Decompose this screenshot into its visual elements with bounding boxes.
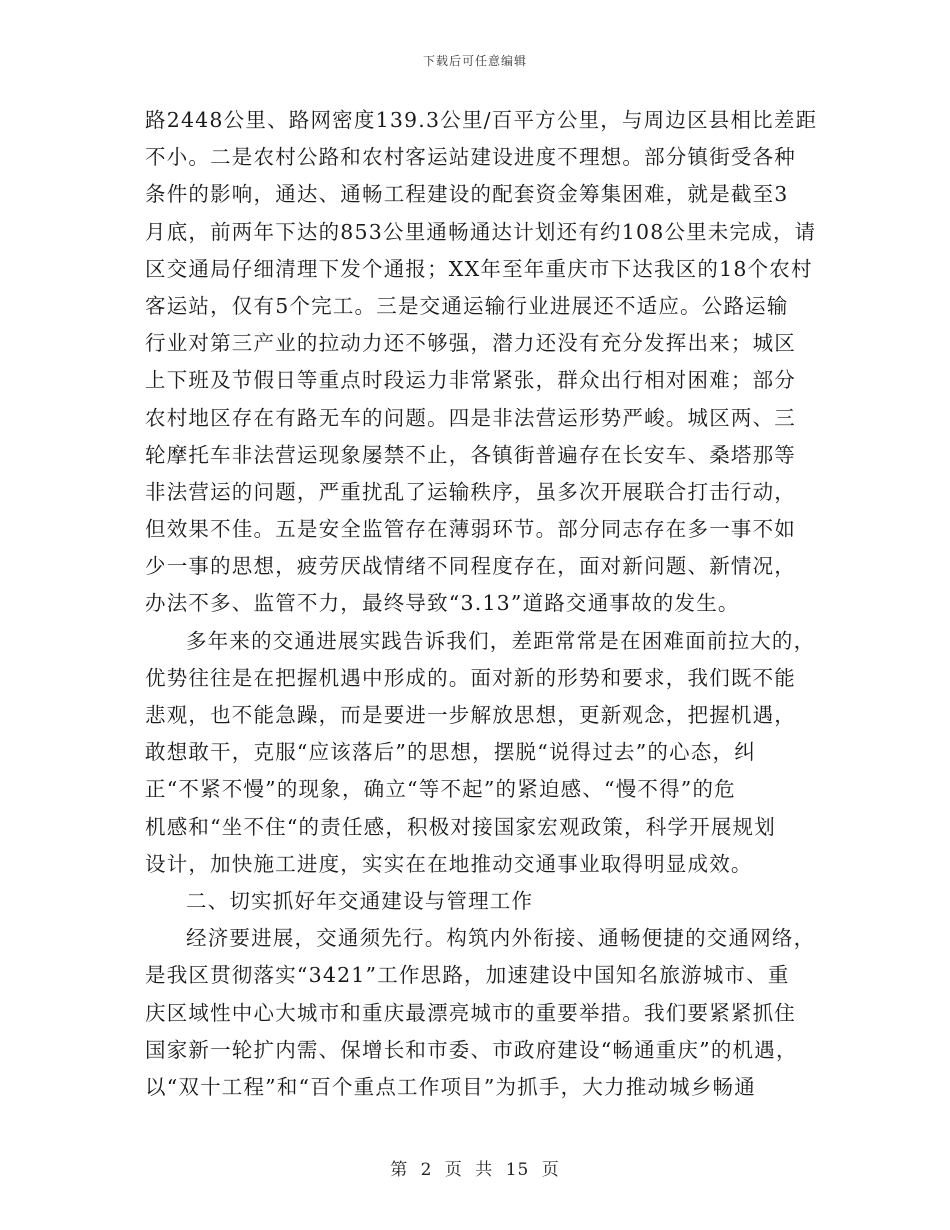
text-line: 以“双十工程”和“百个重点工作项目”为抓手，大力推动城乡畅通 xyxy=(145,1074,756,1099)
text-line: 月底，前两年下达的853公里通畅通达计划还有约108公里未完成，请 xyxy=(145,219,817,244)
text-line: 办法不多、监管不力，最终导致“3.13”道路交通事故的发生。 xyxy=(145,591,740,616)
text-line: 路2448公里、路网密度139.3公里/百平方公里，与周边区县相比差距 xyxy=(145,108,818,132)
text-line: 经济要进展，交通须先行。构筑内外衔接、通畅便捷的交通网络， xyxy=(186,926,816,951)
text-line: 设计，加快施工进度，实实在在地推动交通事业取得明显成效。 xyxy=(145,851,753,876)
text-line: 悲观，也不能急躁，而是要进一步解放思想，更新观念，把握机遇， xyxy=(145,703,796,727)
text-line: 非法营运的问题，严重扰乱了运输秩序，虽多次开展联合打击行动， xyxy=(145,479,796,504)
text-line: 是我区贯彻落实“3421”工作思路，加速建设中国知名旅游城市、重 xyxy=(145,963,790,988)
text-line: 农村地区存在有路无车的问题。四是非法营运形势严峻。城区两、三 xyxy=(145,405,796,430)
text-line: 国家新一轮扩内需、保增长和市委、市政府建设“畅通重庆”的机遇， xyxy=(145,1037,798,1062)
text-line: 庆区域性中心大城市和重庆最漂亮城市的重要举措。我们要紧紧抓住 xyxy=(145,1000,796,1025)
text-line: 机感和“坐不住“的责任感，积极对接国家宏观政策，科学开展规划 xyxy=(145,814,776,839)
page-header: 下载后可任意编辑 xyxy=(422,54,527,68)
text-line: 行业对第三产业的拉动力还不够强，潜力还没有充分发挥出来；城区 xyxy=(145,331,796,356)
text-line: 客运站，仅有5个完工。三是交通运输行业进展还不适应。公路运输 xyxy=(145,293,789,318)
page-number-footer: 第 2 页 共 15 页 xyxy=(390,1160,560,1180)
text-line: 多年来的交通进展实践告诉我们，差距常常是在困难面前拉大的， xyxy=(186,628,816,653)
text-line: 正“不紧不慢”的现象，确立“等不起”的紧迫感、“慢不得”的危 xyxy=(145,777,736,802)
text-line: 区交通局仔细清理下发个通报；XX年至年重庆市下达我区的18个农村 xyxy=(145,256,813,281)
document-body xyxy=(145,102,818,1106)
text-line: 不小。二是农村公路和农村客运站建设进度不理想。部分镇街受各种 xyxy=(145,145,796,170)
text-line: 轮摩托车非法营运现象屡禁不止，各镇街普遍存在长安车、桑塔那等 xyxy=(145,442,796,467)
text-line: 优势往往是在把握机遇中形成的。面对新的形势和要求，我们既不能 xyxy=(145,665,796,690)
text-line: 条件的影响，通达、通畅工程建设的配套资金筹集困难，就是截至3 xyxy=(145,182,789,207)
text-line: 二、切实抓好年交通建设与管理工作 xyxy=(186,888,534,913)
text-line: 敢想敢干，克服“应该落后”的思想，摆脱“说得过去”的心态，纠 xyxy=(145,740,756,765)
text-line: 上下班及节假日等重点时段运力非常紧张，群众出行相对困难；部分 xyxy=(145,368,796,393)
text-line: 少一事的思想，疲劳厌战情绪不同程度存在，面对新问题、新情况， xyxy=(145,554,796,579)
text-line: 但效果不佳。五是安全监管存在薄弱环节。部分同志存在多一事不如 xyxy=(145,517,796,542)
